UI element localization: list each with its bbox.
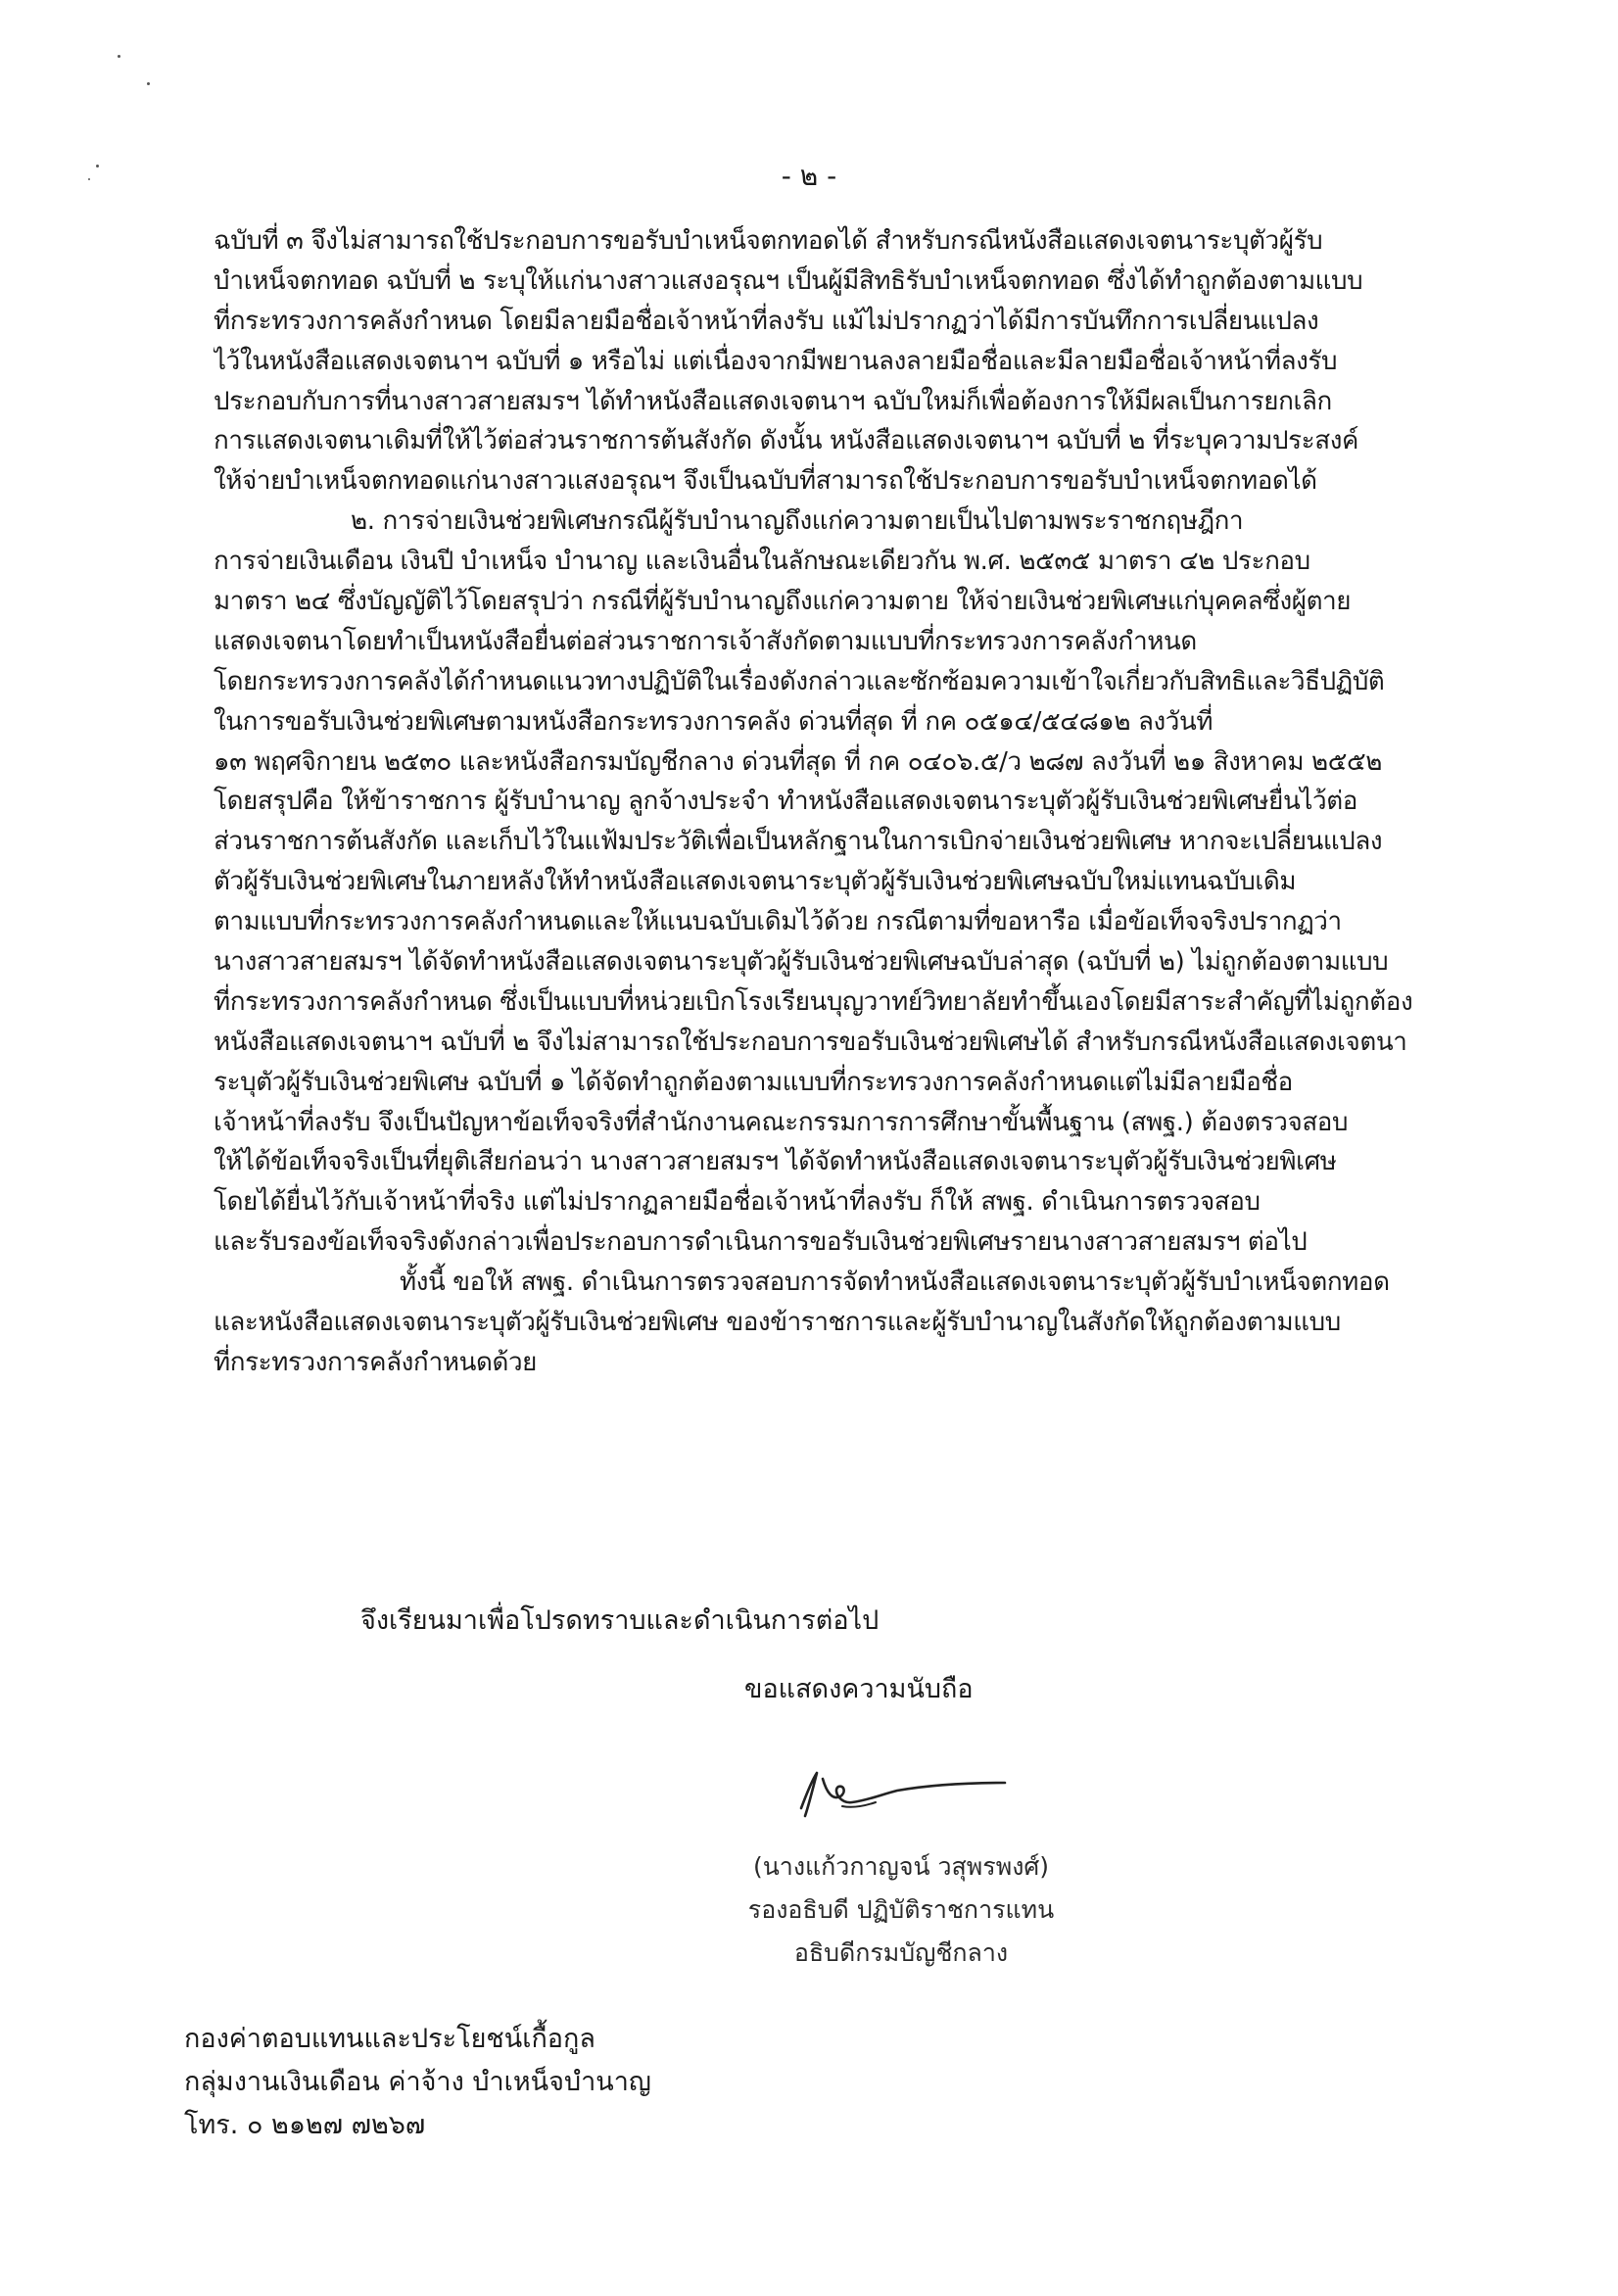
signer-block xyxy=(686,1845,1117,1975)
body-line: ตัวผู้รับเงินช่วยพิเศษในภายหลังให้ทำหนังสือแสดงเจตนาระบุตัวผู้รับเงินช่วยพิเศษฉบับใหม่แทนฉบับเดิม xyxy=(214,867,1297,897)
body-line: ฉบับที่ ๓ จึงไม่สามารถใช้ประกอบการขอรับบำเหน็จตกทอดได้ สำหรับกรณีหนังสือแสดงเจตนาระบุตัวผู้รับ xyxy=(214,226,1323,256)
contact-phone: โทร. ๐ ๒๑๒๗ ๗๒๖๗ xyxy=(184,2110,426,2140)
body-line: และหนังสือแสดงเจตนาระบุตัวผู้รับเงินช่วยพิเศษ ของข้าราชการและผู้รับบำนาญในสังกัดให้ถูกต้องตามแบบ xyxy=(214,1308,1341,1338)
contact-group: กลุ่มงานเงินเดือน ค่าจ้าง บำเหน็จบำนาญ xyxy=(184,2067,651,2097)
body-line: ที่กระทรวงการคลังกำหนด ซึ่งเป็นแบบที่หน่วยเบิกโรงเรียนบุญวาทย์วิทยาลัยทำขึ้นเองโดยมีสาระสำคัญที่ไม่ถูกต้อง xyxy=(214,986,1413,1017)
closing-paragraph-line: ทั้งนี้ ขอให้ สพฐ. ดำเนินการตรวจสอบการจัดทำหนังสือแสดงเจตนาระบุตัวผู้รับบำเหน็จตกทอด xyxy=(400,1268,1390,1298)
signer-name: (นางแก้วกาญจน์ วสุพรพงศ์) xyxy=(752,1852,1050,1881)
body-line: ในการขอรับเงินช่วยพิเศษตามหนังสือกระทรวงการคลัง ด่วนที่สุด ที่ กค ๐๕๑๔/๕๔๘๑๒ ลงวันที่ xyxy=(214,706,1214,737)
body-line: ให้ได้ข้อเท็จจริงเป็นที่ยุติเสียก่อนว่า นางสาวสายสมรฯ ได้จัดทำหนังสือแสดงเจตนาระบุตัวผู้รับเงินช่วยพิเศษ xyxy=(214,1147,1337,1177)
body-line: ไว้ในหนังสือแสดงเจตนาฯ ฉบับที่ ๑ หรือไม่ แต่เนื่องจากมีพยานลงลายมือชื่อและมีลายมือชื่อเจ้าหน้าที่ลงรับ xyxy=(214,346,1338,376)
closing-regards: ขอแสดงความนับถือ xyxy=(744,1674,974,1704)
body-line: ระบุตัวผู้รับเงินช่วยพิเศษ ฉบับที่ ๑ ได้จัดทำถูกต้องตามแบบที่กระทรวงการคลังกำหนดแต่ไม่มีลายมือชื่อ xyxy=(214,1067,1293,1097)
handwritten-signature xyxy=(784,1749,1019,1838)
body-line: การจ่ายเงินเดือน เงินปี บำเหน็จ บำนาญ และเงินอื่นในลักษณะเดียวกัน พ.ศ. ๒๕๓๕ มาตรา ๔๒ ประกอบ xyxy=(214,547,1310,577)
signer-organization: อธิบดีกรมบัญชีกลาง xyxy=(793,1938,1009,1967)
body-line: แสดงเจตนาโดยทำเป็นหนังสือยื่นต่อส่วนราชการเจ้าสังกัดตามแบบที่กระทรวงการคลังกำหนด xyxy=(214,626,1197,656)
body-line: เจ้าหน้าที่ลงรับ จึงเป็นปัญหาข้อเท็จจริงที่สำนักงานคณะกรรมการการศึกษาขั้นพื้นฐาน (สพฐ.) ต้องตรวจสอบ xyxy=(214,1107,1349,1137)
contact-division: กองค่าตอบแทนและประโยชน์เกื้อกูล xyxy=(184,2024,595,2054)
body-line: ที่กระทรวงการคลังกำหนดด้วย xyxy=(214,1347,537,1377)
contact-block xyxy=(184,2018,651,2147)
body-line: บำเหน็จตกทอด ฉบับที่ ๒ ระบุให้แก่นางสาวแสงอรุณฯ เป็นผู้มีสิทธิรับบำเหน็จตกทอด ซึ่งได้ทำถูกต้องตามแบบ xyxy=(214,265,1363,296)
body-line: โดยกระทรวงการคลังได้กำหนดแนวทางปฏิบัติในเรื่องดังกล่าวและซักซ้อมความเข้าใจเกี่ยวกับสิทธิและวิธีปฏิบัติ xyxy=(214,666,1385,696)
body-line: หนังสือแสดงเจตนาฯ ฉบับที่ ๒ จึงไม่สามารถใช้ประกอบการขอรับเงินช่วยพิเศษได้ สำหรับกรณีหนังสือแสดงเจตนา xyxy=(214,1027,1407,1057)
section-heading-line: ๒. การจ่ายเงินช่วยพิเศษกรณีผู้รับบำนาญถึงแก่ความตายเป็นไปตามพระราชกฤษฎีกา xyxy=(351,506,1244,537)
body-line: ส่วนราชการต้นสังกัด และเก็บไว้ในแฟ้มประวัติเพื่อเป็นหลักฐานในการเบิกจ่ายเงินช่วยพิเศษ หากจะเปลี่ยนแปลง xyxy=(214,827,1383,857)
closing-request: จึงเรียนมาเพื่อโปรดทราบและดำเนินการต่อไป xyxy=(360,1605,880,1636)
body-line: ให้จ่ายบำเหน็จตกทอดแก่นางสาวแสงอรุณฯ จึงเป็นฉบับที่สามารถใช้ประกอบการขอรับบำเหน็จตกทอดได้ xyxy=(214,466,1317,497)
body-line: ประกอบกับการที่นางสาวสายสมรฯ ได้ทำหนังสือแสดงเจตนาฯ ฉบับใหม่ก็เพื่อต้องการให้มีผลเป็นการยกเลิก xyxy=(214,386,1332,416)
body-line: ๑๓ พฤศจิกายน ๒๕๓๐ และหนังสือกรมบัญชีกลาง ด่วนที่สุด ที่ กค ๐๔๐๖.๕/ว ๒๘๗ ลงวันที่ ๒๑ สิงหาคม ๒๕๕๒ xyxy=(214,746,1382,777)
scan-speck xyxy=(118,55,120,58)
body-line: และรับรองข้อเท็จจริงดังกล่าวเพื่อประกอบการดำเนินการขอรับเงินช่วยพิเศษรายนางสาวสายสมรฯ ต่อไป xyxy=(214,1227,1308,1258)
scan-speck xyxy=(147,82,150,85)
document-body xyxy=(214,221,1448,1383)
page-number: - ๒ - xyxy=(781,160,837,192)
body-line: มาตรา ๒๔ ซึ่งบัญญัติไว้โดยสรุปว่า กรณีที่ผู้รับบำนาญถึงแก่ความตาย ให้จ่ายเงินช่วยพิเศษแก่บุคคลซึ่งผู้ตาย xyxy=(214,587,1352,617)
body-line: ตามแบบที่กระทรวงการคลังกำหนดและให้แนบฉบับเดิมไว้ด้วย กรณีตามที่ขอหารือ เมื่อข้อเท็จจริงปรากฏว่า xyxy=(214,907,1342,937)
signer-position: รองอธิบดี ปฏิบัติราชการแทน xyxy=(747,1895,1055,1924)
body-line: โดยได้ยื่นไว้กับเจ้าหน้าที่จริง แต่ไม่ปรากฏลายมือชื่อเจ้าหน้าที่ลงรับ ก็ให้ สพฐ. ดำเนินการตรวจสอบ xyxy=(214,1187,1261,1218)
body-line: การแสดงเจตนาเดิมที่ให้ไว้ต่อส่วนราชการต้นสังกัด ดังนั้น หนังสือแสดงเจตนาฯ ฉบับที่ ๒ ที่ระบุความประสงค์ xyxy=(214,426,1358,456)
body-line: นางสาวสายสมรฯ ได้จัดทำหนังสือแสดงเจตนาระบุตัวผู้รับเงินช่วยพิเศษฉบับล่าสุด (ฉบับที่ ๒) ไม่ถูกต้องตามแบบ xyxy=(214,947,1389,978)
body-line: ที่กระทรวงการคลังกำหนด โดยมีลายมือชื่อเจ้าหน้าที่ลงรับ แม้ไม่ปรากฏว่าได้มีการบันทึกการเปลี่ยนแปลง xyxy=(214,306,1319,336)
body-line: โดยสรุปคือ ให้ข้าราชการ ผู้รับบำนาญ ลูกจ้างประจำ ทำหนังสือแสดงเจตนาระบุตัวผู้รับเงินช่วยพิเศษยื่นไว้ต่อ xyxy=(214,787,1357,817)
